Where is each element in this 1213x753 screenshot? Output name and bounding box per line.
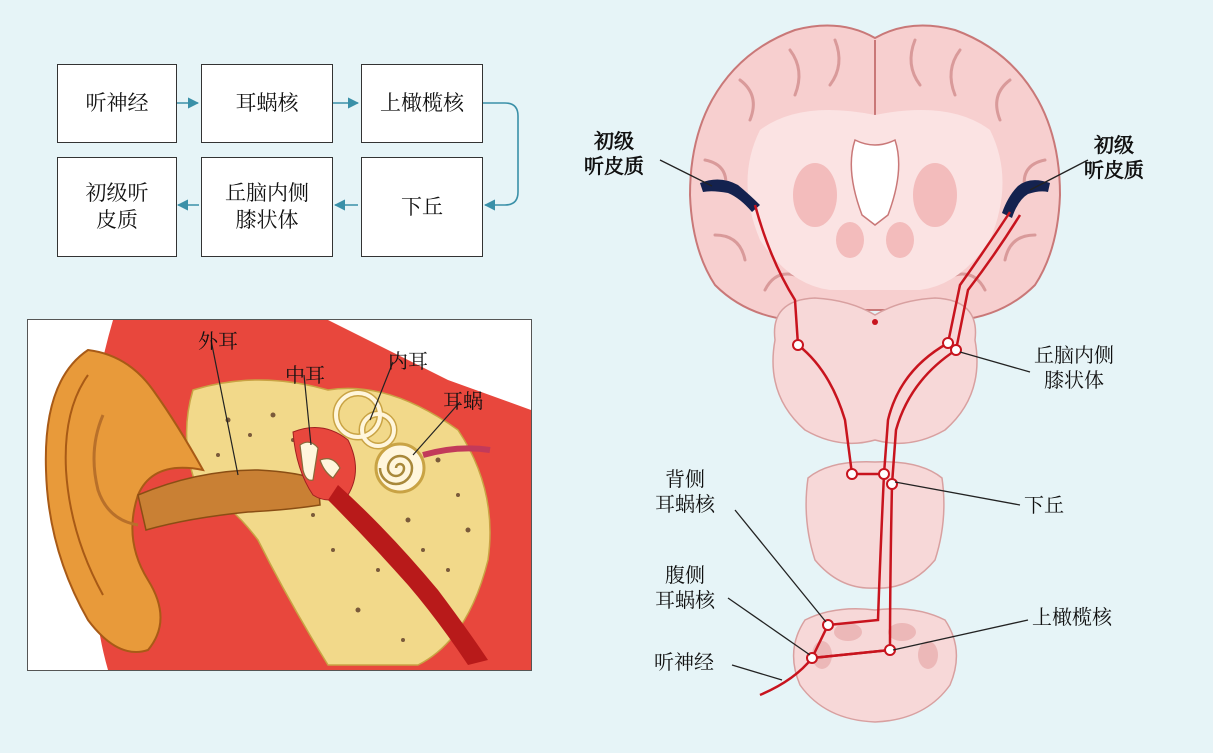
brain-coronal-section <box>690 26 1060 321</box>
label-dorsal-cochlear-nucleus <box>655 467 715 517</box>
label-line: 膝状体 <box>1044 368 1104 392</box>
flow-box-label: 听神经 <box>85 91 149 115</box>
label-inner-ear: 内耳 <box>388 349 428 373</box>
flow-box-line: 初级听 <box>85 181 149 205</box>
label-outer-ear: 外耳 <box>198 329 238 353</box>
leader-ventral-cn <box>728 598 810 655</box>
label-primary-cortex-left <box>584 129 644 179</box>
midbrain-section <box>806 462 944 588</box>
label-line: 耳蜗核 <box>655 492 715 516</box>
label-line: 初级 <box>594 129 634 153</box>
flow-box-label: 耳蜗核 <box>235 91 299 115</box>
brainstem-sections <box>773 298 977 722</box>
flow-box-line: 膝状体 <box>235 208 299 232</box>
label-line: 听皮质 <box>1084 158 1144 182</box>
label-line: 听皮质 <box>584 154 644 178</box>
label-line: 初级 <box>1094 133 1134 157</box>
flow-box-line: 皮质 <box>96 208 138 232</box>
label-ventral-cochlear-nucleus <box>655 563 715 613</box>
label-line: 丘脑内侧 <box>1034 343 1114 367</box>
label-cochlea: 耳蜗 <box>443 389 483 413</box>
label-mgb <box>1034 343 1114 393</box>
label-line: 腹侧 <box>665 563 705 587</box>
flow-box-label: 上橄榄核 <box>380 91 464 115</box>
flow-box-label: 下丘 <box>401 194 443 219</box>
label-middle-ear: 中耳 <box>285 363 325 387</box>
flow-box-line: 丘脑内侧 <box>225 181 309 205</box>
label-auditory-nerve: 听神经 <box>654 650 714 674</box>
label-line: 背侧 <box>665 467 705 491</box>
label-superior-olive: 上橄榄核 <box>1032 605 1112 629</box>
label-primary-cortex-right <box>1084 133 1144 183</box>
label-line: 耳蜗核 <box>655 588 715 612</box>
leader-auditory-nerve <box>732 665 782 680</box>
label-inferior-colliculus: 下丘 <box>1024 493 1064 517</box>
